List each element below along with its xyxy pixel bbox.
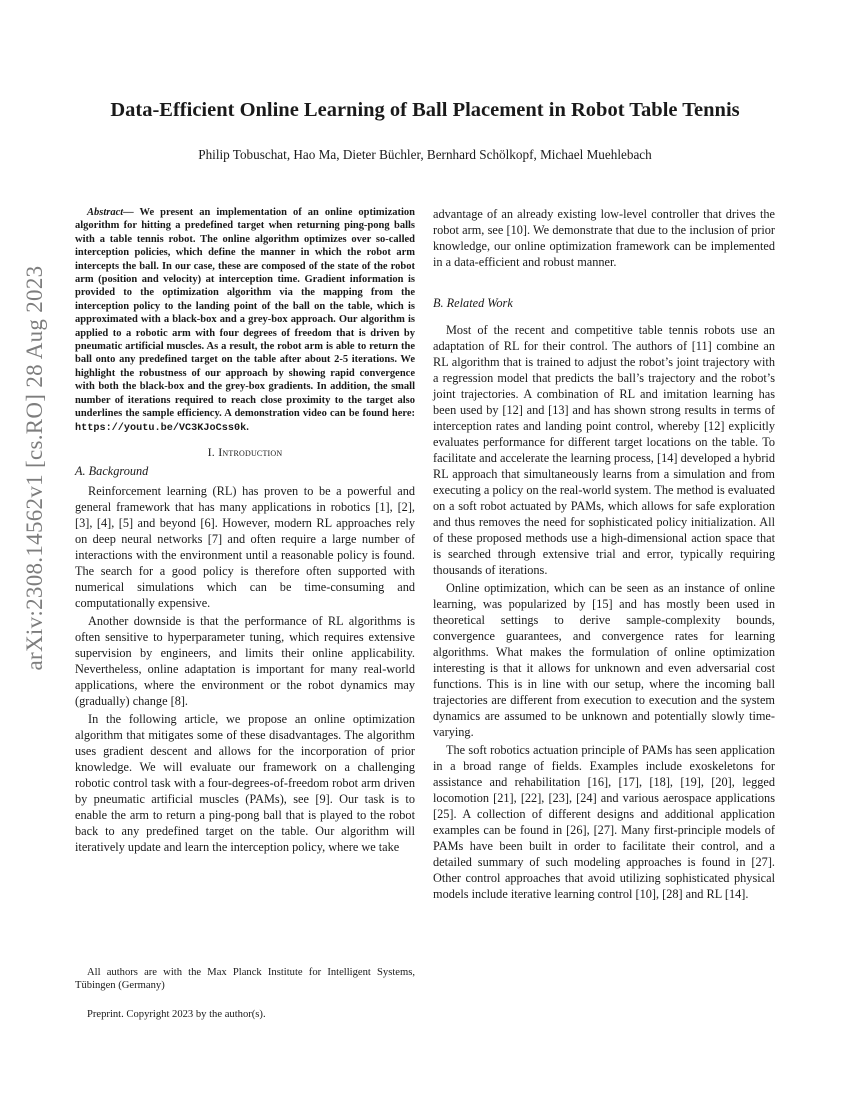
abstract-label: Abstract <box>87 207 124 218</box>
spacer <box>433 272 775 282</box>
arxiv-identifier-text: arXiv:2308.14562v1 [cs.RO] 28 Aug 2023 <box>22 265 47 671</box>
author-list: Philip Tobuschat, Hao Ma, Dieter Büchler, Bernhard Schölkopf, Michael Muehlebach <box>198 147 652 162</box>
left-column <box>75 206 415 857</box>
paragraph: Reinforcement learning (RL) has proven to be a powerful and general framework that has many applications in robotics [1], [2], [3], [4], [5] and beyond [6]. However, modern RL approaches rely on deep neural networks [7] and often require a large number of interactions with the environment until a reasonable policy is found. The search for a good policy is therefore often supported with numerical simulations which can be time-consuming and computationally expensive. <box>75 483 415 610</box>
subsection-heading-background: A. Background <box>75 463 149 478</box>
copyright-notice: Preprint. Copyright 2023 by the author(s). <box>87 1009 266 1020</box>
paragraph: The soft robotics actuation principle of PAMs has seen application in a broad range of fields. Examples include exoskeletons for assistance and rehabilitation [16], [17], [18], [19], [20], legged locomotion [21], [22], [23], [24] and various aerospace applications [25]. A collection of different designs and additional application examples can be found in [26], [27]. Many first-principle models of PAMs have been built in order to facilitate their control, and a detailed summary of such modeling approaches is found in [27]. Other control approaches that avoid utilizing sophisticated physical models include iterative learning control [10], [28] and RL [14]. <box>433 743 775 901</box>
paragraph: advantage of an already existing low-level controller that drives the robot arm, see [10]. We demonstrate that due to the inclusion of prior knowledge, our online optimization framework can be implemented in a data-efficient and robust manner. <box>433 207 775 269</box>
paragraph: Online optimization, which can be seen as an instance of online learning, was popularized by [15] and has mostly been used in theoretical settings to derive sample-complexity bounds, convergence guarantees, and convergence rates for learning algorithms. What makes the formulation of online optimization interesting is that it allows for unknown and even adversarial cost functions. This is in line with our setup, where the incoming ball trajectories are different from execution to execution and the system dynamics are assumed to be unknown and potentially slowly time-varying. <box>433 581 775 739</box>
page-title: Data-Efficient Online Learning of Ball Placement in Robot Table Tennis <box>110 99 740 121</box>
abstract-end: . <box>246 421 249 433</box>
paragraph: Most of the recent and competitive table tennis robots use an adaptation of RL for their control. The authors of [11] combine an RL algorithm that is trained to adjust the robot’s joint trajectory with a regression model that predicts the ball’s trajectory and the robot’s joint trajectories. A combination of RL and imitation learning has been used by [12] and [13] and has shown strong results in terms of interception rates and landing point control, whereby [12] explicitly evaluates performance for different target locations on the table. To facilitate and accelerate the learning process, [14] developed a hybrid RL approach that simultaneously learns from a simulation and from executing a policy on the real-world system. The method is evaluated on a soft robot actuated by PAMs, which allows for safe exploration and thus removes the need for sophisticated policy initialization. All of these proposed methods use a high-dimensional action space that is searched through extensive trial and error, typically requiring thousands of iterations. <box>433 323 775 577</box>
paragraph: In the following article, we propose an online optimization algorithm that mitigates some of these disadvantages. The algorithm uses gradient descent and allows for the incorporation of prior knowledge. We will evaluate our framework on a challenging robotic control task with a four-degrees-of-freedom robot arm driven by pneumatic artificial muscles (PAMs), see [9]. Our task is to enable the arm to return a ping-pong ball that is played to the robot back to any predefined target on the table. Our algorithm will iteratively update and learn the interception policy, where we take <box>75 711 415 854</box>
demo-video-link[interactable]: https://youtu.be/VC3KJoCss0k <box>75 422 247 434</box>
abstract <box>75 206 415 435</box>
footnotes <box>75 966 415 1021</box>
arxiv-identifier <box>16 258 54 678</box>
subsection-heading-related-work: B. Related Work <box>433 296 513 310</box>
affiliation-footnote: All authors are with the Max Planck Institute for Intelligent Systems, Tübingen (Germany) <box>75 967 415 991</box>
paragraph: Another downside is that the performance of RL algorithms is often sensitive to hyperparameter tuning, which requires extensive supervision by engineers, and limits their online applicability. Nevertheless, online adaptation is important for many real-world applications, where the environment or the robot dynamics may (gradually) change [8]. <box>75 613 415 708</box>
right-column <box>433 206 775 904</box>
abstract-text: — We present an implementation of an online optimization algorithm for hitting a predefined target when returning ping-pong balls with a table tennis robot. The online algorithm optimizes over so-called interception policies, which define the manner in which the robot arm intercepts the ball. In our case, these are composed of the state of the robot arm (position and velocity) at interception time. Gradient information is provided to the optimization algorithm via the mapping from the interception policy to the landing point of the ball on the table, which is approximated with a black-box and a grey-box approach. Our algorithm is applied to a robotic arm with four degrees of freedom that is driven by pneumatic artificial muscles. As a result, the robot arm is able to return the ball onto any predefined target on the table after about 2-5 iterations. We highlight the robustness of our approach by showing rapid convergence with both the black-box and the grey-box gradients. In addition, the small number of iterations required to reach close proximity to the target also underlines the sample efficiency. A demonstration video can be found here: <box>75 207 415 420</box>
section-heading-introduction: I. Introduction <box>207 444 283 459</box>
